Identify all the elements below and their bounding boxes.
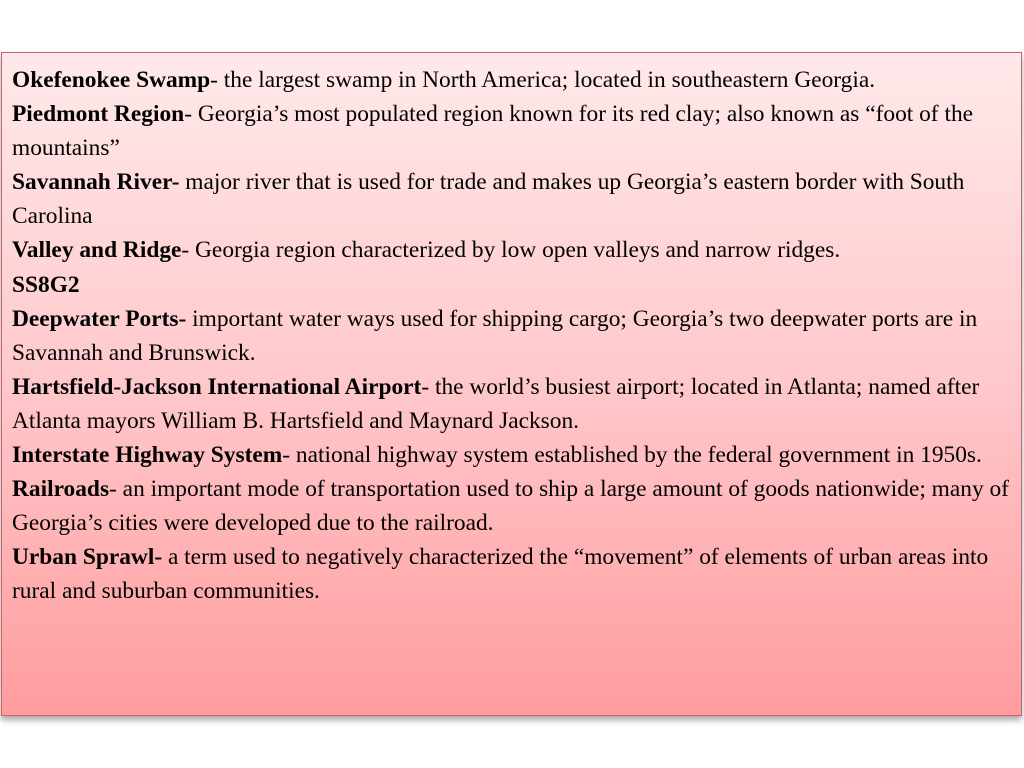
vocabulary-box (1, 52, 1022, 716)
entry-interstate-highway-system (12, 438, 1011, 472)
definition: major river that is used for trade and makes up Georgia’s eastern border with South Carolina (12, 169, 965, 230)
definition: - an important mode of transportation used to ship a large amount of goods nationwide; many of Georgia’s cities were developed due to the railroad. (12, 476, 1009, 537)
entry-railroads (12, 472, 1011, 540)
term: Deepwater Ports- (12, 305, 187, 332)
definition: - national highway system established by the federal government in 1950s. (282, 442, 982, 469)
definition: a term used to negatively characterized the “movement” of elements of urban areas into rural and suburban communities. (12, 544, 989, 605)
definition: - the world’s busiest airport; located in Atlanta; named after Atlanta mayors William B. Hartsfield and Maynard Jackson. (12, 373, 980, 434)
entry-okefenokee-swamp (12, 63, 1011, 97)
entry-valley-and-ridge (12, 233, 1011, 267)
entry-savannah-river (12, 165, 1011, 233)
term: Savannah River- (12, 169, 180, 196)
entry-deepwater-ports (12, 302, 1011, 370)
definition: - Georgia’s most populated region known for its red clay; also known as “foot of the mountains” (12, 101, 974, 162)
section-heading-ss8g2 (12, 268, 1011, 302)
definition: - the largest swamp in North America; located in southeastern Georgia. (210, 67, 876, 93)
term: Interstate Highway System (12, 442, 283, 469)
term: Hartsfield-Jackson International Airport (12, 373, 422, 400)
entry-piedmont-region (12, 97, 1011, 165)
entry-urban-sprawl (12, 540, 1011, 608)
definition: - Georgia region characterized by low open valleys and narrow ridges. (181, 237, 841, 264)
term: Valley and Ridge (12, 237, 182, 264)
definition: important water ways used for shipping cargo; Georgia’s two deepwater ports are in Savannah and Brunswick. (12, 305, 978, 366)
term: Urban Sprawl- (12, 544, 163, 571)
term: Piedmont Region (12, 101, 185, 128)
term: SS8G2 (12, 271, 80, 298)
term: Okefenokee Swamp (12, 67, 211, 93)
entry-hartsfield-jackson-airport (12, 370, 1011, 438)
term: Railroads (12, 476, 110, 503)
